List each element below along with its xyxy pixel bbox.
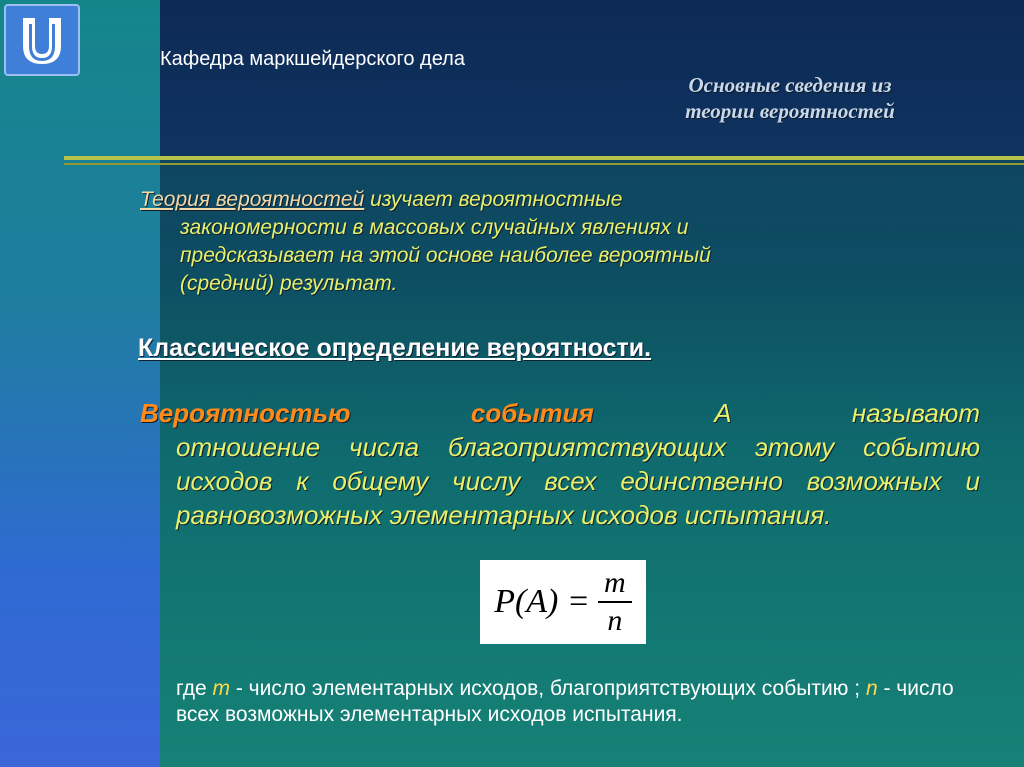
explanation-paragraph — [176, 676, 996, 728]
slide-title — [610, 72, 970, 124]
formula-denominator: n — [607, 604, 623, 637]
definition-paragraph — [140, 396, 980, 532]
variable-m: m — [212, 677, 230, 700]
definition-event: А — [714, 398, 732, 428]
explanation-part2: - число элементарных исходов, благоприятствующих событию ; — [229, 677, 866, 700]
definition-term2: события — [470, 398, 594, 428]
section-heading: Классическое определение вероятности. — [138, 334, 652, 362]
formula-numerator: m — [603, 566, 626, 599]
probability-formula — [480, 560, 646, 644]
header-divider-thick — [64, 156, 1024, 160]
definition-body: отношение числа благоприятствующих этому событию исходов к общему числу всех единственно возможных и равновозможных элементарных исходов испытания. — [176, 432, 980, 530]
intro-line4: (средний) результат. — [180, 272, 398, 295]
header-divider-thin — [64, 163, 1024, 165]
intro-line2: закономерности в массовых случайных явлениях и — [180, 216, 689, 239]
intro-line3: предсказывает на этой основе наиболее вероятный — [180, 244, 711, 267]
intro-term: Теория вероятностей — [140, 188, 365, 211]
explanation-part1: где — [176, 677, 213, 700]
intro-line1-rest: изучает вероятностные — [364, 188, 623, 211]
explanation-part3: - число всех возможных элементарных исходов испытания. — [176, 677, 954, 726]
intro-paragraph — [140, 186, 920, 298]
fraction-bar — [598, 601, 632, 603]
university-logo-icon — [4, 4, 80, 76]
definition-verb: называют — [851, 398, 980, 428]
definition-term1: Вероятностью — [140, 398, 351, 428]
slide-title-line2: теории вероятностей — [685, 99, 895, 123]
formula-fraction — [598, 567, 632, 637]
definition-first-line — [140, 396, 980, 430]
left-gradient-panel — [0, 0, 160, 767]
variable-n: n — [865, 677, 878, 700]
slide-title-line1: Основные сведения из — [688, 73, 892, 97]
department-name: Кафедра маркшейдерского дела — [160, 48, 465, 70]
formula-lhs: P(A) = — [494, 583, 590, 620]
